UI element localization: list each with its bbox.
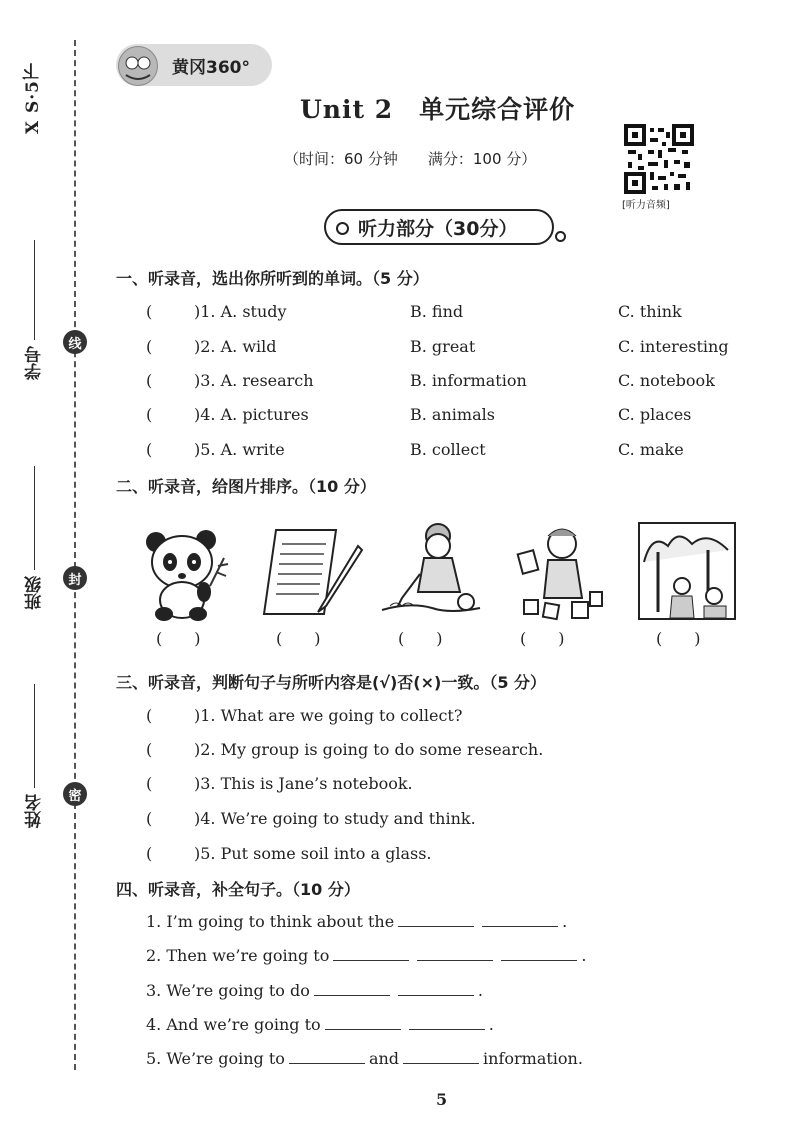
- option-c: C. places: [618, 405, 692, 424]
- option-a: )4. A. pictures: [194, 405, 309, 424]
- kids-in-forest-picture: [638, 522, 736, 622]
- list-item: )3. This is Jane’s notebook.: [194, 774, 413, 793]
- page-title: Unit 2 单元综合评价: [300, 95, 576, 124]
- student-number-label: 学号: [25, 346, 45, 380]
- name-label: 姓名: [25, 794, 45, 828]
- option-c: C. make: [618, 440, 684, 459]
- class-line[interactable]: [34, 466, 35, 570]
- option-c: C. interesting: [618, 337, 729, 356]
- panda-picture: [140, 522, 230, 622]
- list-item: )1. What are we going to collect?: [194, 706, 463, 725]
- list-item: [146, 1015, 494, 1034]
- fill-blank[interactable]: [325, 1015, 401, 1030]
- option-c: C. notebook: [618, 371, 715, 390]
- page-number: 5: [436, 1090, 448, 1109]
- list-item: )2. My group is going to do some research.: [194, 740, 544, 759]
- option-b: B. information: [410, 371, 527, 390]
- sentence-end: .: [488, 1015, 494, 1034]
- brand-badge: [116, 44, 272, 86]
- section2-heading: 二、听录音，给图片排序。（10 分）: [116, 477, 376, 496]
- fill-blank[interactable]: [482, 912, 558, 927]
- qr-caption: [听力音频]: [622, 200, 670, 211]
- fill-blank[interactable]: [289, 1049, 365, 1064]
- class-label: 班级: [25, 576, 45, 610]
- fill-blank[interactable]: [314, 981, 390, 996]
- name-line[interactable]: [34, 684, 35, 788]
- book-code: X S·5下: [23, 62, 43, 135]
- section1-heading: 一、听录音，选出你所听到的单词。（5 分）: [116, 269, 429, 288]
- answer-paren-open[interactable]: (: [146, 337, 153, 356]
- answer-paren-open[interactable]: (: [146, 706, 153, 725]
- exam-info: （时间：60 分钟 满分：100 分）: [284, 150, 537, 168]
- section3-heading: 三、听录音，判断句子与所听内容是(√)否(×)一致。（5 分）: [116, 673, 547, 692]
- qr-code-icon[interactable]: [624, 124, 694, 194]
- sentence-conjunction: and: [368, 1049, 400, 1068]
- sentence-end: information.: [483, 1049, 583, 1068]
- girl-digging-soil-picture: [380, 522, 486, 622]
- list-item: )4. We’re going to study and think.: [194, 809, 476, 828]
- list-item: [146, 981, 483, 1000]
- sentence-end: .: [581, 946, 587, 965]
- student-number-line[interactable]: [34, 240, 35, 340]
- option-b: B. great: [410, 337, 476, 356]
- answer-bracket[interactable]: ( ): [398, 629, 443, 648]
- seal-secret-mark: 密: [63, 782, 87, 806]
- fill-blank[interactable]: [398, 981, 474, 996]
- answer-bracket[interactable]: ( ): [156, 629, 201, 648]
- list-item: [146, 912, 567, 931]
- option-a: )3. A. research: [194, 371, 314, 390]
- seal-seal-mark: 封: [63, 566, 87, 590]
- fill-blank[interactable]: [417, 946, 493, 961]
- option-b: B. collect: [410, 440, 486, 459]
- option-b: B. find: [410, 302, 464, 321]
- fill-blank[interactable]: [403, 1049, 479, 1064]
- notebook-pencil-picture: [262, 522, 366, 622]
- sentence-end: .: [562, 912, 568, 931]
- brand-logo-icon: [118, 46, 158, 86]
- answer-paren-open[interactable]: (: [146, 302, 153, 321]
- answer-paren-open[interactable]: (: [146, 440, 153, 459]
- sentence-end: .: [477, 981, 483, 1000]
- option-c: C. think: [618, 302, 682, 321]
- answer-paren-open[interactable]: (: [146, 371, 153, 390]
- banner-text: 听力部分（30分）: [358, 217, 518, 240]
- fill-blank[interactable]: [501, 946, 577, 961]
- listening-section-banner: [324, 209, 554, 245]
- boy-with-cards-picture: [514, 522, 608, 622]
- answer-paren-open[interactable]: (: [146, 405, 153, 424]
- list-item: [146, 946, 586, 965]
- answer-bracket[interactable]: ( ): [276, 629, 321, 648]
- option-b: B. animals: [410, 405, 495, 424]
- binding-dashed-line: [74, 40, 76, 1070]
- brand-name: 黄冈360°: [172, 58, 250, 78]
- answer-paren-open[interactable]: (: [146, 740, 153, 759]
- circle-icon: [555, 231, 566, 242]
- sentence-text: 3. We’re going to do: [146, 981, 310, 1000]
- answer-paren-open[interactable]: (: [146, 809, 153, 828]
- answer-bracket[interactable]: ( ): [656, 629, 701, 648]
- option-a: )5. A. write: [194, 440, 285, 459]
- fill-blank[interactable]: [333, 946, 409, 961]
- circle-icon: [336, 222, 349, 235]
- list-item: [146, 1049, 583, 1068]
- answer-paren-open[interactable]: (: [146, 844, 153, 863]
- sentence-text: 1. I’m going to think about the: [146, 912, 395, 931]
- answer-paren-open[interactable]: (: [146, 774, 153, 793]
- list-item: )5. Put some soil into a glass.: [194, 844, 432, 863]
- fill-blank[interactable]: [409, 1015, 485, 1030]
- option-a: )1. A. study: [194, 302, 287, 321]
- fill-blank[interactable]: [398, 912, 474, 927]
- option-a: )2. A. wild: [194, 337, 277, 356]
- sentence-text: 4. And we’re going to: [146, 1015, 321, 1034]
- section4-heading: 四、听录音，补全句子。（10 分）: [116, 880, 360, 899]
- seal-line-mark: 线: [63, 330, 87, 354]
- answer-bracket[interactable]: ( ): [520, 629, 565, 648]
- sentence-text: 2. Then we’re going to: [146, 946, 330, 965]
- sentence-text: 5. We’re going to: [146, 1049, 285, 1068]
